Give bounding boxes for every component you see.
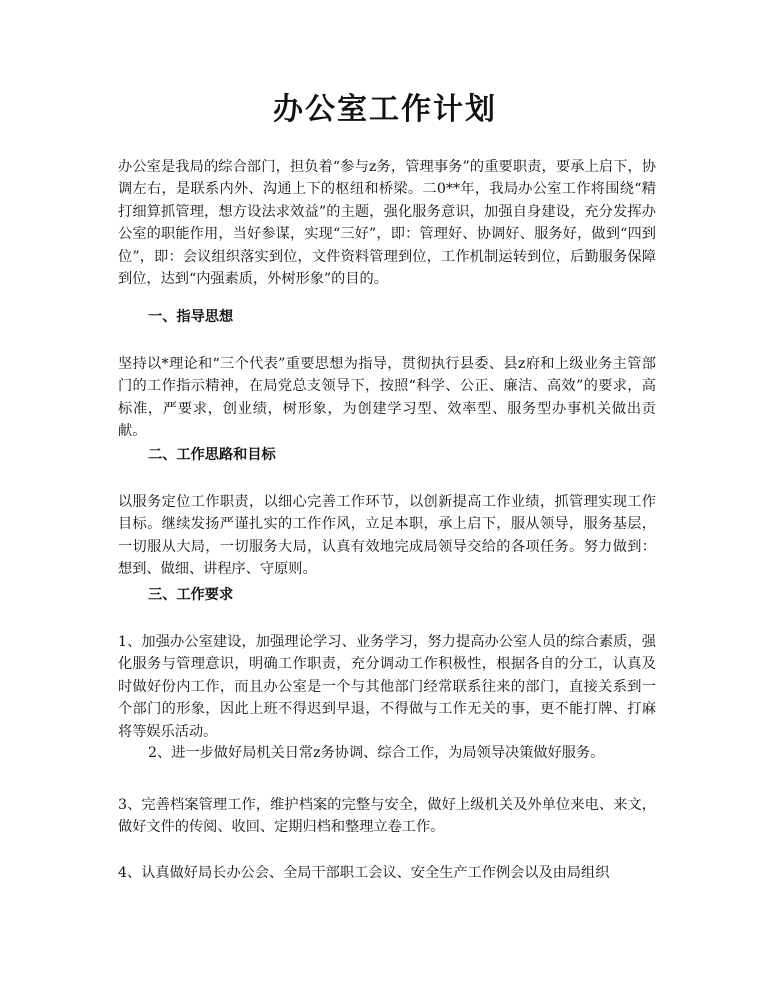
requirement-item-3: 3、完善档案管理工作，维护档案的完整与安全，做好上级机关及外单位来电、来文，做好文件的传阅、收回、定期归档和整理立卷工作。 bbox=[118, 797, 656, 836]
section-heading-work-requirements: 三、工作要求 bbox=[148, 587, 234, 603]
work-goals-paragraph: 以服务定位工作职责，以细心完善工作环节，以创新提高工作业绩，抓管理实现工作目标。继续发扬严谨扎实的工作作风，立足本职，承上启下，服从领导，服务基层，一切服从大局，一切服务大局，认真有效地完成局领导交给的各项任务。努力做到：想到、做细、讲程序、守原则。 bbox=[118, 494, 656, 578]
document-title: 办公室工作计划 bbox=[273, 92, 497, 127]
requirement-item-4: 4、认真做好局长办公会、全局干部职工会议、安全生产工作例会以及由局组织 bbox=[118, 865, 610, 881]
requirement-item-2: 2、进一步做好局机关日常z务协调、综合工作，为局领导决策做好服务。 bbox=[148, 745, 605, 761]
section-heading-guiding-ideology: 一、指导思想 bbox=[148, 309, 234, 325]
requirement-item-1: 1、加强办公室建设，加强理论学习、业务学习，努力提高办公室人员的综合素质，强化服务与管理意识，明确工作职责，充分调动工作积极性，根据各自的分工，认真及时做好份内工作，而且办公室是一个与其他部门经常联系往来的部门，直接关系到一个部门的形象，因此上班不得迟到早退，不得做与工作无关的事，更不能打牌、打麻将等娱乐活动。 bbox=[118, 634, 656, 740]
guiding-ideology-paragraph: 坚持以*理论和“三个代表”重要思想为指导，贯彻执行县委、县z府和上级业务主管部门的工作指示精神，在局党总支领导下，按照“科学、公正、廉洁、高效”的要求，高标准，严要求，创业绩，树形象，为创建学习型、效率型、服务型办事机关做出贡献。 bbox=[118, 356, 656, 440]
intro-paragraph: 办公室是我局的综合部门，担负着“参与z务，管理事务”的重要职责，要承上启下，协调左右，是联系内外、沟通上下的枢纽和桥梁。二0**年，我局办公室工作将围绕“精打细算抓管理，想方设法求效益”的主题，强化服务意识，加强自身建设，充分发挥办公室的职能作用，当好参谋，实现“三好”，即：管理好、协调好、服务好，做到“四到位”，即：会议组织落实到位，文件资料管理到位，工作机制运转到位，后勤服务保障到位，达到“内强素质，外树形象”的目的。 bbox=[118, 159, 656, 288]
section-heading-work-goals: 二、工作思路和目标 bbox=[148, 447, 276, 463]
